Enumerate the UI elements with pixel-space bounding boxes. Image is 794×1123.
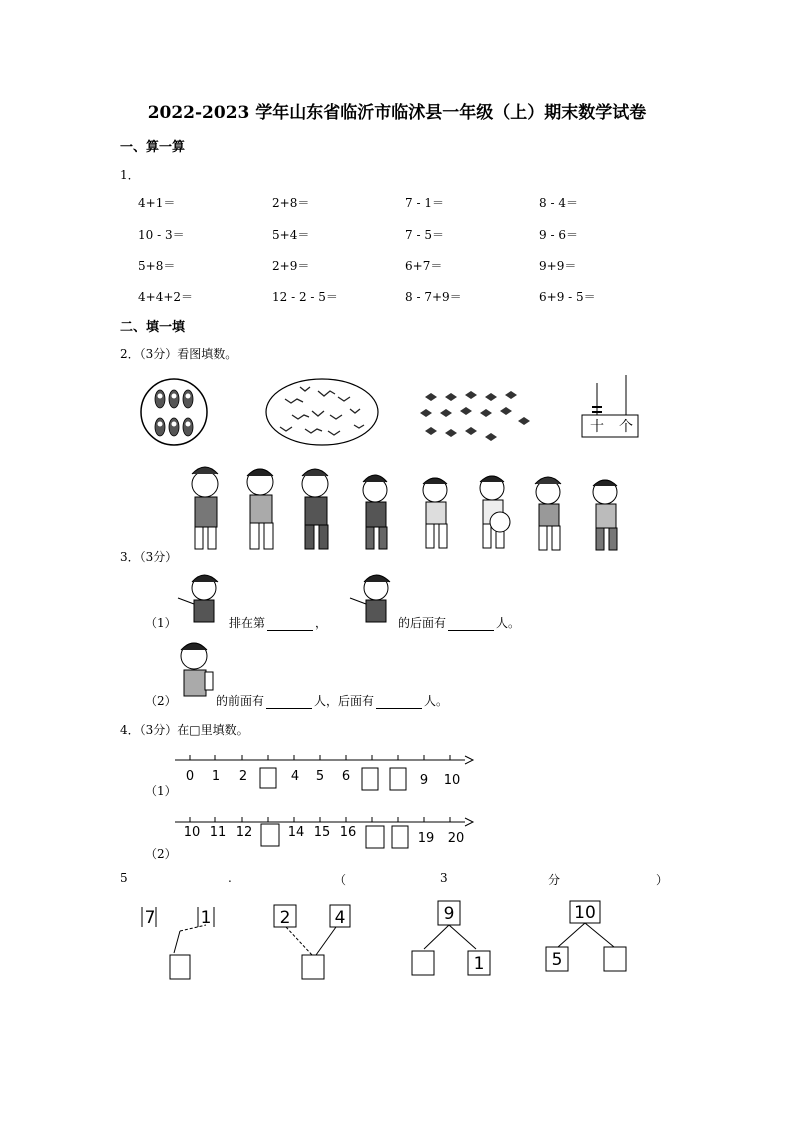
answer-box[interactable]: [392, 826, 408, 848]
tick-label: 0: [185, 769, 195, 784]
problem: 7 - 1＝: [405, 196, 444, 210]
q3-part2-text-a: 的前面有: [216, 694, 265, 708]
q3-part1-comma: ，: [315, 616, 328, 630]
problem: 12 - 2 - 5＝: [272, 290, 338, 304]
page-title: 2022-2023 学年山东省临沂市临沭县一年级（上）期末数学试卷: [147, 103, 647, 123]
q4-part1-number: （1）: [145, 784, 177, 798]
q5-number: 5: [120, 871, 128, 885]
answer-box[interactable]: [390, 768, 406, 790]
q3-part1-number: （1）: [145, 616, 177, 630]
tick-label: 14: [287, 825, 305, 840]
problem: 2+9＝: [272, 259, 310, 273]
girl-figure-icon: [172, 572, 226, 630]
problem: 6+9 - 5＝: [539, 290, 596, 304]
tick-label: 10: [183, 825, 201, 840]
problem: 8 - 4＝: [539, 196, 578, 210]
bond-number: 10: [574, 903, 596, 923]
bond-number: 9: [443, 904, 455, 924]
tick-label: 5: [315, 769, 325, 784]
bond-number: 1: [200, 908, 212, 928]
q5-open-paren: （: [334, 873, 347, 887]
bond-number: 5: [551, 950, 563, 970]
number-line-1: [170, 750, 480, 796]
q3-part1-text-c: 人。: [496, 616, 521, 630]
q3-part2-text-b: 人，后面有: [314, 694, 375, 708]
child-figure: [593, 480, 617, 550]
problem: 9 - 6＝: [539, 228, 578, 242]
answer-blank[interactable]: [267, 619, 313, 631]
problem: 8 - 7+9＝: [405, 290, 462, 304]
boy-figure-icon: [172, 640, 218, 702]
answer-blank[interactable]: [448, 619, 494, 631]
girl-figure-icon: [344, 572, 398, 630]
q3-part1-text-b: 的后面有: [398, 616, 447, 630]
q3-part2-number: （2）: [145, 694, 177, 708]
child-figure: [363, 475, 387, 549]
tick-label: 15: [313, 825, 331, 840]
q3-part1-text-a: 排在第: [229, 616, 266, 630]
child-figure: [480, 476, 510, 548]
bond-number: 2: [279, 908, 291, 928]
problem: 5+8＝: [138, 259, 176, 273]
dolls-circle: [141, 379, 207, 445]
answer-box[interactable]: [412, 951, 434, 975]
q4-part2-number: （2）: [145, 847, 177, 861]
problem: 2+8＝: [272, 196, 310, 210]
problem: 9+9＝: [539, 259, 577, 273]
answer-blank[interactable]: [376, 697, 422, 709]
answer-box[interactable]: [261, 824, 279, 846]
problem: 4+4+2＝: [138, 290, 194, 304]
answer-box[interactable]: [604, 947, 626, 971]
problem: 4+1＝: [138, 196, 176, 210]
tick-label: 2: [238, 769, 248, 784]
child-figure: [247, 469, 273, 549]
tick-label: 11: [209, 825, 227, 840]
tick-label: 9: [419, 773, 429, 788]
tick-label: 10: [443, 773, 461, 788]
section2-heading: 二、填一填: [120, 320, 186, 335]
birds-ellipse: [266, 379, 378, 445]
children-row: [180, 462, 630, 562]
q2-label: 2．（3分）看图填数。: [120, 347, 238, 361]
butterflies: [420, 391, 530, 441]
bond-number: 7: [144, 908, 156, 928]
q1-label: 1．: [120, 168, 140, 182]
child-figure: [423, 478, 447, 548]
abacus-ones-label: 个: [619, 419, 633, 435]
answer-box[interactable]: [366, 826, 384, 848]
tick-label: 19: [417, 831, 435, 846]
problem: 6+7＝: [405, 259, 443, 273]
bond-number: 4: [334, 908, 346, 928]
tick-label: 1: [211, 769, 221, 784]
q3-part2-text-c: 人。: [424, 694, 449, 708]
child-figure: [192, 467, 218, 549]
bond-number: 1: [473, 954, 485, 974]
q5-dot: .: [228, 871, 232, 885]
tick-label: 16: [339, 825, 357, 840]
q5-unit: 分: [548, 873, 561, 887]
tick-label: 4: [290, 769, 300, 784]
number-bond-trees: [130, 895, 640, 985]
tick-label: 6: [341, 769, 351, 784]
child-figure: [535, 477, 561, 550]
answer-box[interactable]: [302, 955, 324, 979]
child-figure: [302, 469, 328, 549]
q5-score: 3: [440, 871, 448, 885]
tick-label: 20: [447, 831, 465, 846]
problem: 10 - 3＝: [138, 228, 185, 242]
answer-blank[interactable]: [266, 697, 312, 709]
abacus-tens-label: 十: [590, 419, 604, 435]
q3-label: 3．（3分）: [120, 550, 178, 564]
q2-pictures: [140, 375, 660, 450]
problem: 5+4＝: [272, 228, 310, 242]
q5-close-paren: ）: [656, 873, 669, 887]
problem: 7 - 5＝: [405, 228, 444, 242]
answer-box[interactable]: [362, 768, 378, 790]
number-line-2: [170, 812, 480, 858]
answer-box[interactable]: [170, 955, 190, 979]
section1-heading: 一、算一算: [120, 140, 186, 155]
q4-label: 4．（3分）在□里填数。: [120, 723, 249, 737]
tick-label: 12: [235, 825, 253, 840]
answer-box[interactable]: [260, 768, 276, 788]
